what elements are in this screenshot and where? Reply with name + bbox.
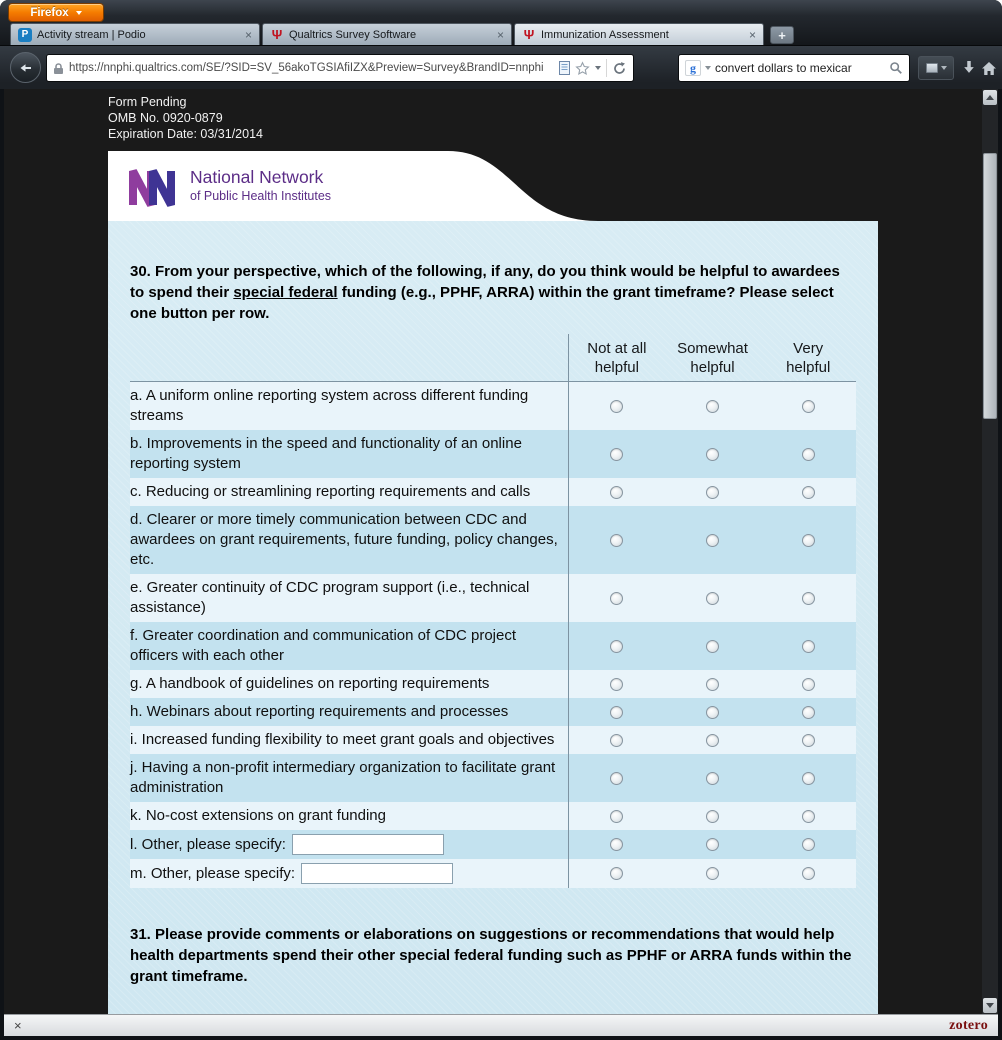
radio-very-helpful[interactable] (802, 640, 815, 653)
reload-icon[interactable] (612, 61, 627, 76)
radio-somewhat-helpful[interactable] (706, 448, 719, 461)
radio-very-helpful[interactable] (802, 867, 815, 880)
tab-close-icon[interactable]: × (748, 27, 756, 42)
row-label: i. Increased funding flexibility to meet grant goals and objectives (130, 731, 555, 748)
download-icon (962, 60, 976, 76)
other-specify-input[interactable] (292, 834, 444, 855)
radio-not-at-all-helpful[interactable] (610, 678, 623, 691)
url-dropdown-icon[interactable] (595, 66, 601, 70)
radio-very-helpful[interactable] (802, 734, 815, 747)
radio-not-at-all-helpful[interactable] (610, 838, 623, 851)
search-engine-dropdown-icon[interactable] (705, 66, 711, 70)
scroll-up-button[interactable] (983, 90, 997, 105)
radio-somewhat-helpful[interactable] (706, 534, 719, 547)
matrix-row-k (130, 802, 856, 830)
radio-not-at-all-helpful[interactable] (610, 706, 623, 719)
radio-somewhat-helpful[interactable] (706, 706, 719, 719)
vertical-scrollbar[interactable] (982, 89, 998, 1014)
search-input[interactable] (715, 61, 885, 75)
q30-part1: 30. From your perspective, which of the following, if any, do you think would be helpful to awardees to spend their (130, 263, 840, 301)
radio-very-helpful[interactable] (802, 534, 815, 547)
tab-label: Activity stream | Podio (37, 28, 146, 41)
search-bar[interactable] (678, 54, 910, 82)
radio-somewhat-helpful[interactable] (706, 640, 719, 653)
radio-somewhat-helpful[interactable] (706, 734, 719, 747)
radio-very-helpful[interactable] (802, 448, 815, 461)
radio-not-at-all-helpful[interactable] (610, 486, 623, 499)
radio-somewhat-helpful[interactable] (706, 867, 719, 880)
back-button[interactable] (10, 52, 41, 83)
divider (606, 59, 607, 77)
row-label: k. No-cost extensions on grant funding (130, 807, 386, 824)
logo-subtitle: of Public Health Institutes (190, 189, 332, 203)
matrix-row-j (130, 754, 856, 802)
radio-very-helpful[interactable] (802, 678, 815, 691)
close-icon[interactable]: × (14, 1018, 22, 1033)
matrix-row-c (130, 478, 856, 506)
url-bar[interactable] (46, 54, 634, 82)
radio-very-helpful[interactable] (802, 592, 815, 605)
chevron-down-icon (76, 11, 82, 15)
firefox-menu-label: Firefox (30, 6, 69, 19)
radio-very-helpful[interactable] (802, 810, 815, 823)
other-specify-input[interactable] (301, 863, 453, 884)
row-label: l. Other, please specify: (130, 835, 286, 853)
downloads-button[interactable] (958, 56, 980, 80)
radio-somewhat-helpful[interactable] (706, 810, 719, 823)
qualtrics-icon: Ψ (271, 27, 283, 42)
podio-icon: P (18, 28, 32, 42)
home-button[interactable] (978, 56, 1000, 80)
matrix-table (130, 334, 856, 888)
firefox-menu-button[interactable] (8, 3, 104, 22)
home-icon (981, 61, 997, 76)
radio-very-helpful[interactable] (802, 838, 815, 851)
star-icon[interactable] (575, 61, 590, 76)
row-label: b. Improvements in the speed and functionality of an online reporting system (130, 435, 522, 472)
scroll-down-button[interactable] (983, 998, 997, 1013)
nnphi-logo-icon (126, 159, 178, 213)
back-arrow-icon (18, 60, 34, 76)
matrix-row-g (130, 670, 856, 698)
window-icon (926, 63, 938, 73)
radio-very-helpful[interactable] (802, 706, 815, 719)
form-meta (108, 94, 263, 142)
nav-bar (0, 45, 1002, 89)
logo-title: National Network (190, 167, 324, 187)
question-31-text: 31. Please provide comments or elaborations on suggestions or recommendations that would help health departments spend their other special federal funding such as PPHF or ARRA funds within the grant timeframe. (130, 926, 852, 985)
radio-not-at-all-helpful[interactable] (610, 772, 623, 785)
page-content (4, 89, 982, 1014)
addon-bar (4, 1014, 998, 1036)
radio-somewhat-helpful[interactable] (706, 486, 719, 499)
row-label: g. A handbook of guidelines on reporting requirements (130, 675, 490, 692)
tab-podio[interactable] (10, 23, 260, 45)
matrix-row-f (130, 622, 856, 670)
qualtrics-icon: Ψ (523, 27, 535, 42)
radio-somewhat-helpful[interactable] (706, 772, 719, 785)
survey-area (108, 221, 878, 1014)
row-label: j. Having a non-profit intermediary organization to facilitate grant administration (130, 759, 556, 796)
question-30-text (130, 261, 856, 324)
matrix-row-e (130, 574, 856, 622)
tab-immunization-assessment[interactable] (514, 23, 764, 45)
radio-very-helpful[interactable] (802, 400, 815, 413)
matrix-row-b (130, 430, 856, 478)
row-label: h. Webinars about reporting requirements and processes (130, 703, 509, 720)
radio-not-at-all-helpful[interactable] (610, 810, 623, 823)
tab-close-icon[interactable]: × (496, 27, 504, 42)
column-header-not-at-all: Not at all helpful (587, 340, 647, 376)
radio-not-at-all-helpful[interactable] (610, 640, 623, 653)
tab-label: Immunization Assessment (541, 28, 669, 41)
scroll-up-icon (986, 95, 994, 100)
matrix-row-d (130, 506, 856, 574)
radio-not-at-all-helpful[interactable] (610, 867, 623, 880)
omb-number-text: OMB No. 0920-0879 (108, 111, 223, 125)
matrix-row-m (130, 859, 856, 888)
matrix-row-h (130, 698, 856, 726)
expiration-date-text: Expiration Date: 03/31/2014 (108, 127, 263, 141)
url-input[interactable] (69, 55, 554, 81)
radio-not-at-all-helpful[interactable] (610, 400, 623, 413)
column-header-somewhat: Somewhat helpful (677, 340, 748, 376)
chevron-down-icon (941, 66, 947, 70)
column-header-very: Very helpful (786, 340, 831, 376)
radio-not-at-all-helpful[interactable] (610, 534, 623, 547)
magnifier-icon[interactable] (889, 61, 903, 75)
matrix-row-a (130, 382, 856, 430)
radio-very-helpful[interactable] (802, 486, 815, 499)
title-bar (0, 0, 1002, 45)
form-pending-text: Form Pending (108, 95, 187, 109)
row-label: e. Greater continuity of CDC program support (i.e., technical assistance) (130, 579, 530, 616)
addon-button[interactable] (918, 56, 954, 80)
radio-somewhat-helpful[interactable] (706, 400, 719, 413)
header-spacer (130, 334, 568, 381)
row-label: m. Other, please specify: (130, 864, 296, 882)
scroll-down-icon (986, 1003, 994, 1008)
tab-close-icon[interactable]: × (244, 27, 252, 42)
row-label: f. Greater coordination and communication of CDC project officers with each other (130, 627, 517, 664)
tab-label: Qualtrics Survey Software (289, 28, 417, 41)
matrix-row-l (130, 830, 856, 859)
radio-not-at-all-helpful[interactable] (610, 448, 623, 461)
tab-qualtrics-software[interactable] (262, 23, 512, 45)
row-label: a. A uniform online reporting system across different funding streams (130, 387, 529, 424)
row-label: c. Reducing or streamlining reporting requirements and calls (130, 483, 531, 500)
matrix-row-i (130, 726, 856, 754)
radio-somewhat-helpful[interactable] (706, 838, 719, 851)
q30-underlined: special federal (233, 284, 338, 301)
bookmark-page-icon[interactable] (559, 61, 570, 75)
q30-part2: funding (e.g., PPHF, ARRA) within the grant timeframe? Please select one button per row. (130, 284, 834, 322)
radio-not-at-all-helpful[interactable] (610, 592, 623, 605)
radio-very-helpful[interactable] (802, 772, 815, 785)
radio-somewhat-helpful[interactable] (706, 678, 719, 691)
zotero-button[interactable]: zotero (949, 1017, 988, 1033)
new-tab-button[interactable]: + (770, 26, 794, 44)
row-label: d. Clearer or more timely communication between CDC and awardees on grant requirements, future funding, policy changes, etc. (130, 511, 558, 568)
google-icon[interactable]: g (685, 60, 701, 76)
lock-icon[interactable] (53, 62, 64, 75)
radio-somewhat-helpful[interactable] (706, 592, 719, 605)
matrix-header (130, 334, 856, 382)
radio-not-at-all-helpful[interactable] (610, 734, 623, 747)
scrollbar-thumb[interactable] (983, 153, 997, 419)
survey-header (108, 151, 878, 221)
